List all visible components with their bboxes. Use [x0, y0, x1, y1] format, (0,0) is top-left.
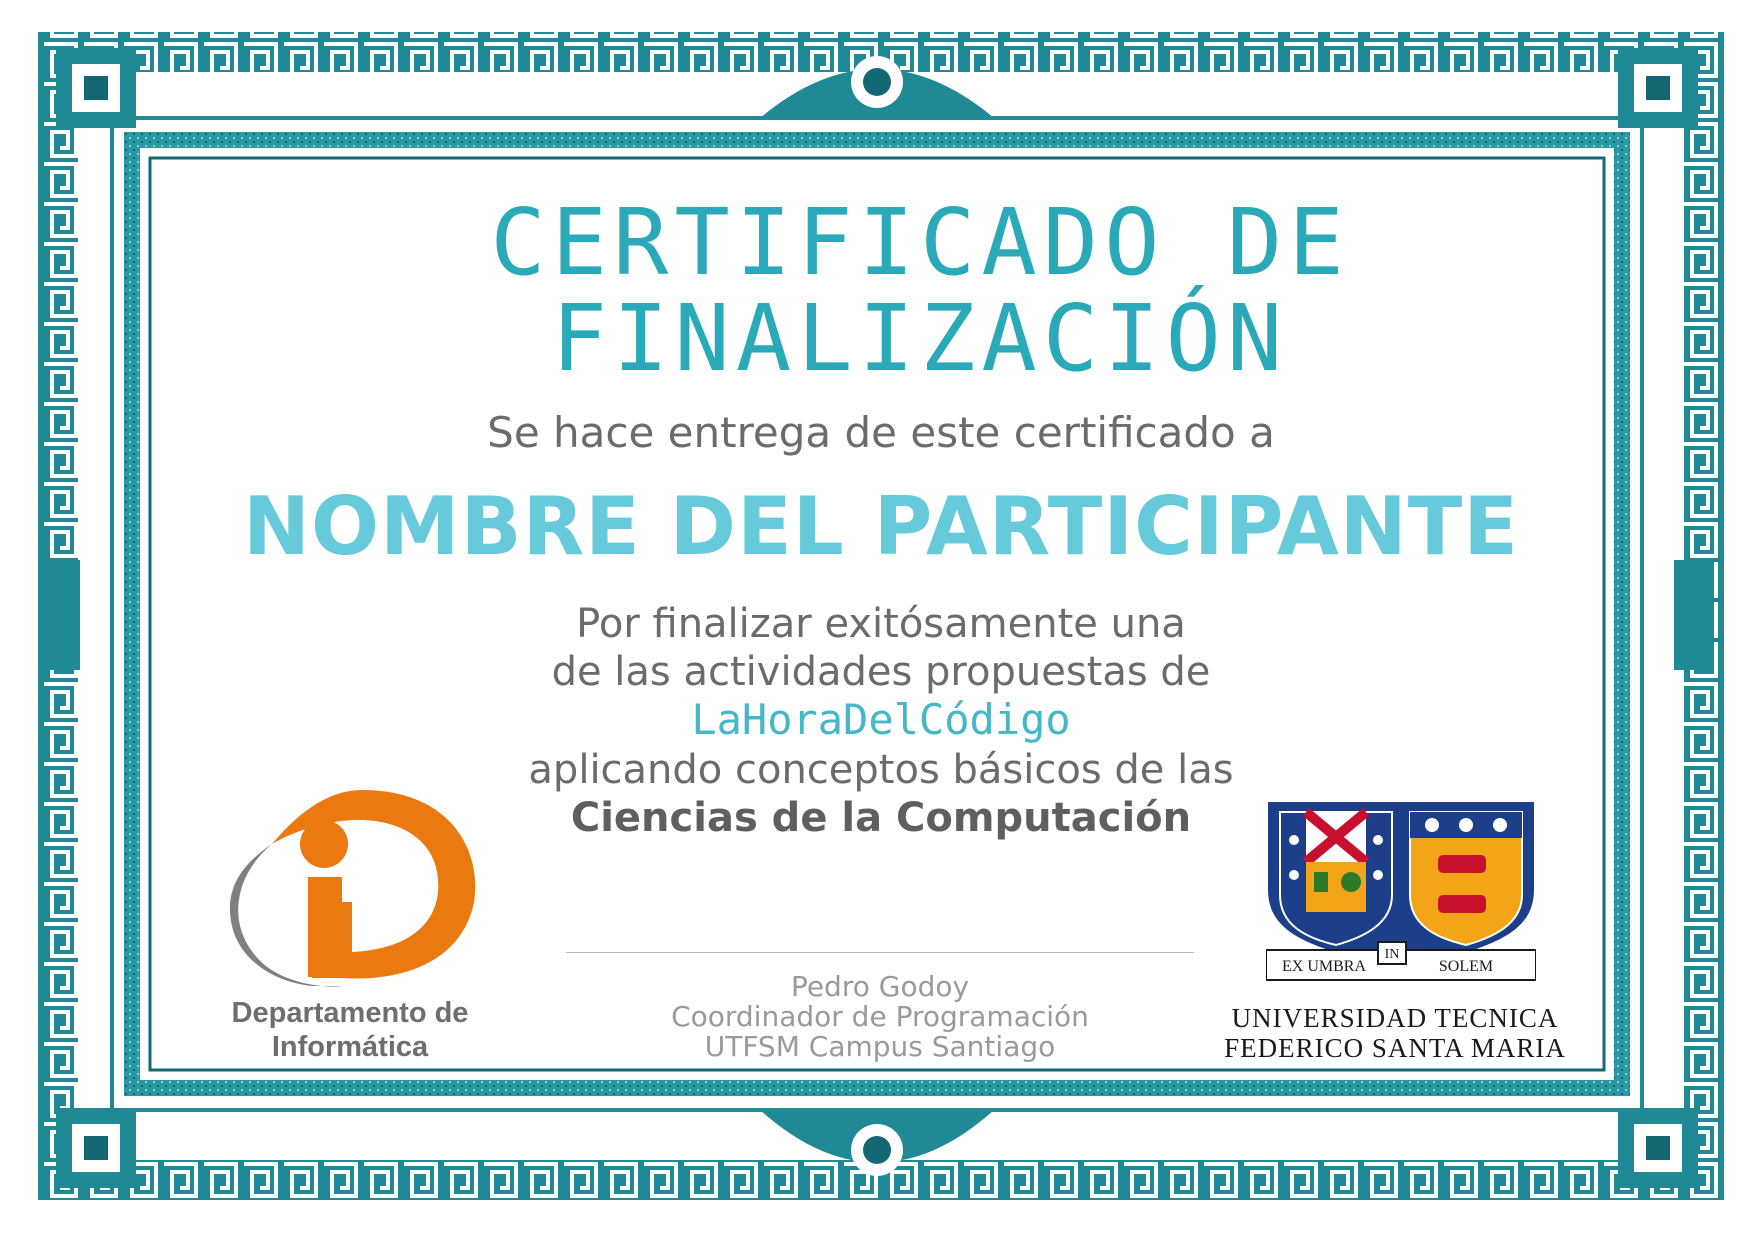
body-line-computer-science: Ciencias de la Computación: [570, 795, 1192, 841]
body-line-2: de las actividades propuestas de: [551, 649, 1211, 695]
utfsm-crest: [1266, 800, 1536, 995]
departamento-informatica-logo: [212, 782, 482, 987]
certificate-title: [470, 189, 1370, 392]
utfsm-line-2: FEDERICO SANTA MARIA: [1224, 1033, 1566, 1063]
body-line-1: Por finalizar exitósamente una: [576, 601, 1186, 647]
crest-motto-right: SOLEM: [1438, 958, 1494, 975]
signatory-name: Pedro Godoy: [790, 970, 970, 1003]
title-line-2: FINALIZACIÓN: [551, 285, 1289, 392]
participant-name: NOMBRE DEL PARTICIPANTE: [243, 480, 1519, 573]
utfsm-line-1: UNIVERSIDAD TECNICA: [1231, 1003, 1559, 1033]
body-line-4: aplicando conceptos básicos de las: [528, 747, 1234, 793]
body-line-hour-of-code: LaHoraDelCódigo: [691, 695, 1071, 744]
crest-motto-mid: IN: [1384, 947, 1400, 962]
signatory-role: Coordinador de Programación: [671, 1000, 1089, 1033]
crest-motto-left: EX UMBRA: [1281, 958, 1367, 975]
departamento-informatica-label: [180, 996, 520, 1064]
dept-label-line-1: Departamento de: [231, 997, 469, 1029]
signature-line: [566, 952, 1194, 953]
intro-text: Se hace entrega de este certificado a: [487, 408, 1275, 457]
title-line-1: CERTIFICADO DE: [490, 189, 1350, 296]
dept-label-line-2: Informática: [271, 1031, 429, 1063]
utfsm-name: [1205, 1003, 1585, 1063]
signatory-place: UTFSM Campus Santiago: [704, 1030, 1056, 1063]
